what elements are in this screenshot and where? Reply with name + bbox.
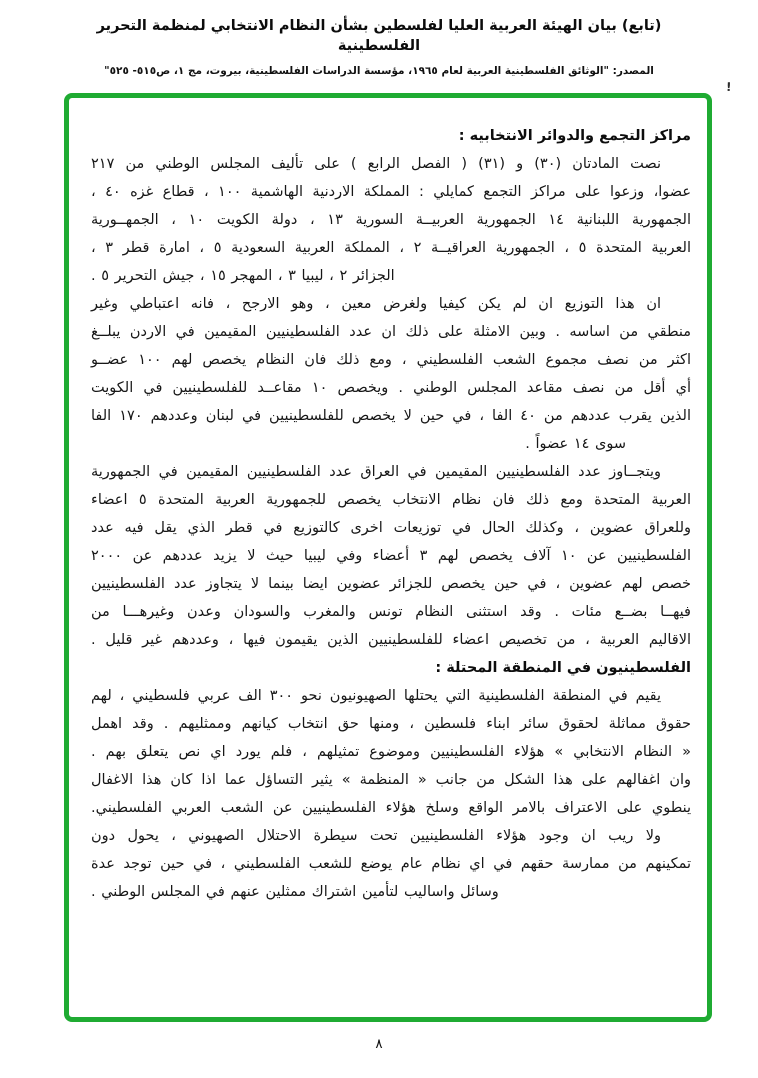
- text-line: ينطوي على الاعتراف بالامر الواقع وسلخ هؤلاء الفلسطينيين عن الشعب العربي الفلسطيني.: [91, 800, 691, 816]
- text-line: حقوق مماثلة لحقوق سائر ابناء فلسطين ، ومنها حق انتخاب كيانهم وممثليهم . وقد اهمل: [91, 716, 691, 732]
- text-line: الاقاليم العربية ، من تخصيص اعضاء للفلسطينيين الذين يقيمون فيها ، وعددهم غير قليل .: [91, 632, 691, 648]
- text-line: عضوا، وزعوا على مراكز التجمع كمايلي : المملكة الاردنية الهاشمية ١٠٠ ، قطاع غزه ٤٠ ،: [91, 184, 691, 200]
- text-line: أي أقل من نصف مقاعد المجلس الوطني . ويخصص ١٠ مقاعــد للفلسطينيين في الكويت: [91, 380, 691, 396]
- text-line: سوى ١٤ عضواً .: [525, 436, 626, 452]
- text-line: فيهــا بضــع مئات . وقد استثنى النظام تونس والمغرب والسودان وعدن وغيرهـــا من: [91, 604, 691, 620]
- text-line: الذين يقرب عددهم من ٤٠ الفا ، في حين لا يخصص للفلسطينيين في لبنان وعددهم ١٧٠ الفا: [91, 408, 691, 424]
- section-heading-occupied-territory: الفلسطينيون في المنطقة المحتلة :: [435, 660, 691, 676]
- source-citation: المصدر: "الوثائق الفلسطينية العربية لعام ١٩٦٥، مؤسسة الدراسات الفلسطينية، بيروت، مج ١، ص٥١٥- ٥٢٥": [104, 65, 654, 77]
- text-line: ان هذا التوزيع ان لم يكن كيفيا ولغرض معين ، وهو الارجح ، فانه اعتباطي وغير: [91, 296, 661, 312]
- text-line: خصص لهم عضوين ، في حين يخصص للجزائر عضوين ايضا بينما لا يتجاوز عدد الفلسطينيين: [91, 576, 691, 592]
- text-line: « النظام الانتخابي » هؤلاء الفلسطينيين وموضوع تمثيلهم ، فلم يورد اي نص يتعلق بهم .: [91, 744, 691, 760]
- text-line: وللعراق عضوين ، وكذلك الحال في توزيعات اخرى كالتوزيع في قطر الذي يقل فيه عدد: [91, 520, 691, 536]
- text-line: تمكينهم من ممارسة حقهم في اي نظام عام يوضع للشعب الفلسطيني ، في حين توجد عدة: [91, 856, 691, 872]
- scan-frame-border: [64, 93, 712, 1022]
- text-line: ولا ريب ان وجود هؤلاء الفلسطينيين تحت سيطرة الاحتلال الصهيوني ، يحول دون: [91, 828, 661, 844]
- header-title: (تابع) بيان الهيئة العربية العليا لفلسطين بشأن النظام الانتخابي لمنظمة التحرير الفلسطينية: [96, 18, 662, 54]
- text-line: نصت المادتان (٣٠) و (٣١) ( الفصل الرابع ) على تأليف المجلس الوطني من ٢١٧: [91, 156, 661, 172]
- document-header: [0, 16, 758, 77]
- text-line: العربية المتحدة ٥ ، الجمهورية العراقيــة ٢ ، المملكة العربية السعودية ٥ ، امارة قطر ٣ ،: [91, 240, 691, 256]
- text-line: وان اغفالهم على هذا الشكل من جانب « المنظمة » يثير التساؤل عما اذا كان هذا الاغفال: [91, 772, 691, 788]
- section-heading-assembly-centers: مراكز التجمع والدوائر الانتخابيه :: [458, 128, 691, 144]
- text-line: الجمهورية اللبنانية ١٤ الجمهورية العربيــة السورية ١٣ ، دولة الكويت ١٠ ، الجمهــورية: [91, 212, 691, 228]
- text-line: منطقي من اساسه . وبين الامثلة على ذلك ان عدد الفلسطينيين المقيمين في الاردن يبلــغ: [91, 324, 691, 340]
- text-line: الفلسطينيين عن ١٠ آلاف يخصص لهم ٣ أعضاء وفي ليبيا حيث لا يزيد عددهم عن ٢٠٠٠: [91, 548, 691, 564]
- margin-mark: !: [725, 79, 732, 95]
- document-body: [91, 122, 691, 906]
- text-line: يقيم في المنطقة الفلسطينية التي يحتلها الصهيونيون نحو ٣٠٠ الف عربي فلسطيني ، لهم: [91, 688, 661, 704]
- text-line: الجزائر ٢ ، ليبيا ٣ ، المهجر ١٥ ، جيش التحرير ٥ .: [91, 268, 395, 284]
- text-line: اكثر من نصف مجموع الشعب الفلسطيني ، ومع ذلك فان النظام يخصص لهم ١٠٠ عضــو: [91, 352, 691, 368]
- text-line: العربية المتحدة ومع ذلك فان نظام الانتخاب يخصص للجمهورية العربية المتحدة ٥ اعضاء: [91, 492, 691, 508]
- page-number: ٨: [375, 1036, 383, 1052]
- text-line: وسائل واساليب لتأمين اشتراك ممثلين عنهم في المجلس الوطني .: [91, 884, 499, 900]
- text-line: ويتجــاوز عدد الفلسطينيين المقيمين في العراق عدد الفلسطينيين المقيمين في الجمهورية: [91, 464, 661, 480]
